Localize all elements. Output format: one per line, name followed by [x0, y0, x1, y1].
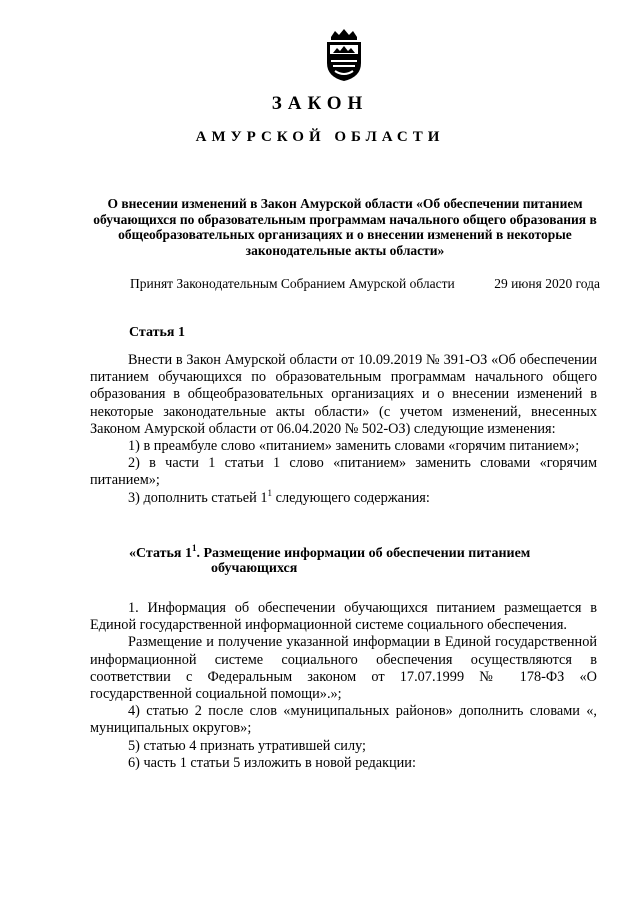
adopted-by: Принят Законодательным Собранием Амурской области: [130, 276, 455, 291]
item-5: 5) статью 4 признать утратившей силу;: [128, 737, 367, 754]
item-1: 1) в преамбуле слово «питанием» заменить словами «горячим питанием»;: [128, 438, 580, 455]
article-body-part2: [90, 600, 597, 772]
article-heading: Статья 1: [129, 325, 185, 340]
new-article-heading: «Статья $1^1$. Размещение информации об обеспечении питанием обучающихся: [129, 543, 531, 576]
item-4: 4) статью 2 после слов «муниципальных районов» дополнить словами «, муниципальных округов»;: [90, 703, 597, 737]
adoption-line: [130, 276, 600, 292]
law-subject: О внесении изменений в Закон Амурской области «Об обеспечении питанием обучающихся по образовательным программам начального общего образования в общеобразовательных организациях и о внесении изменений в некоторые законодательные акты области»: [93, 196, 597, 258]
item-6: 6) часть 1 статьи 5 изложить в новой редакции:: [128, 754, 416, 771]
adoption-date: 29 июня 2020 года: [494, 276, 600, 291]
new-article-paragraph-1: 1. Информация об обеспечении обучающихся питанием размещается в Единой государственной информационной системе социального обеспечения.: [90, 600, 597, 634]
article-intro: Внести в Закон Амурской области от 10.09.2019 № 391-ОЗ «Об обеспечении питанием обучающихся по образовательным программам начального общего образования в общеобразовательных организациях и о внесении изменений в некоторые законодательные акты области» (с учетом изменений, внесенных Законом Амурской области от 06.04.2020 № 502-ОЗ) следующие изменения:: [90, 352, 597, 437]
region-title: АМУРСКОЙ ОБЛАСТИ: [195, 129, 445, 145]
new-article-paragraph-2: Размещение и получение указанной информации в Единой государственной информационной системе социального обеспечения осуществляются в соответствии с Федеральным законом от 17.07.1999 № 178-ФЗ «О государственной социальной помощи».»;: [90, 634, 597, 703]
item-2: 2) в части 1 статьи 1 слово «питанием» заменить словами «горячим питанием»;: [90, 455, 597, 489]
law-title: ЗАКОН: [271, 93, 369, 114]
coat-of-arms-emblem: [321, 27, 367, 83]
item-3: 3) дополнить статьей $1^1$ следующего содержания:: [128, 487, 430, 506]
article-body-part1: [90, 352, 597, 507]
